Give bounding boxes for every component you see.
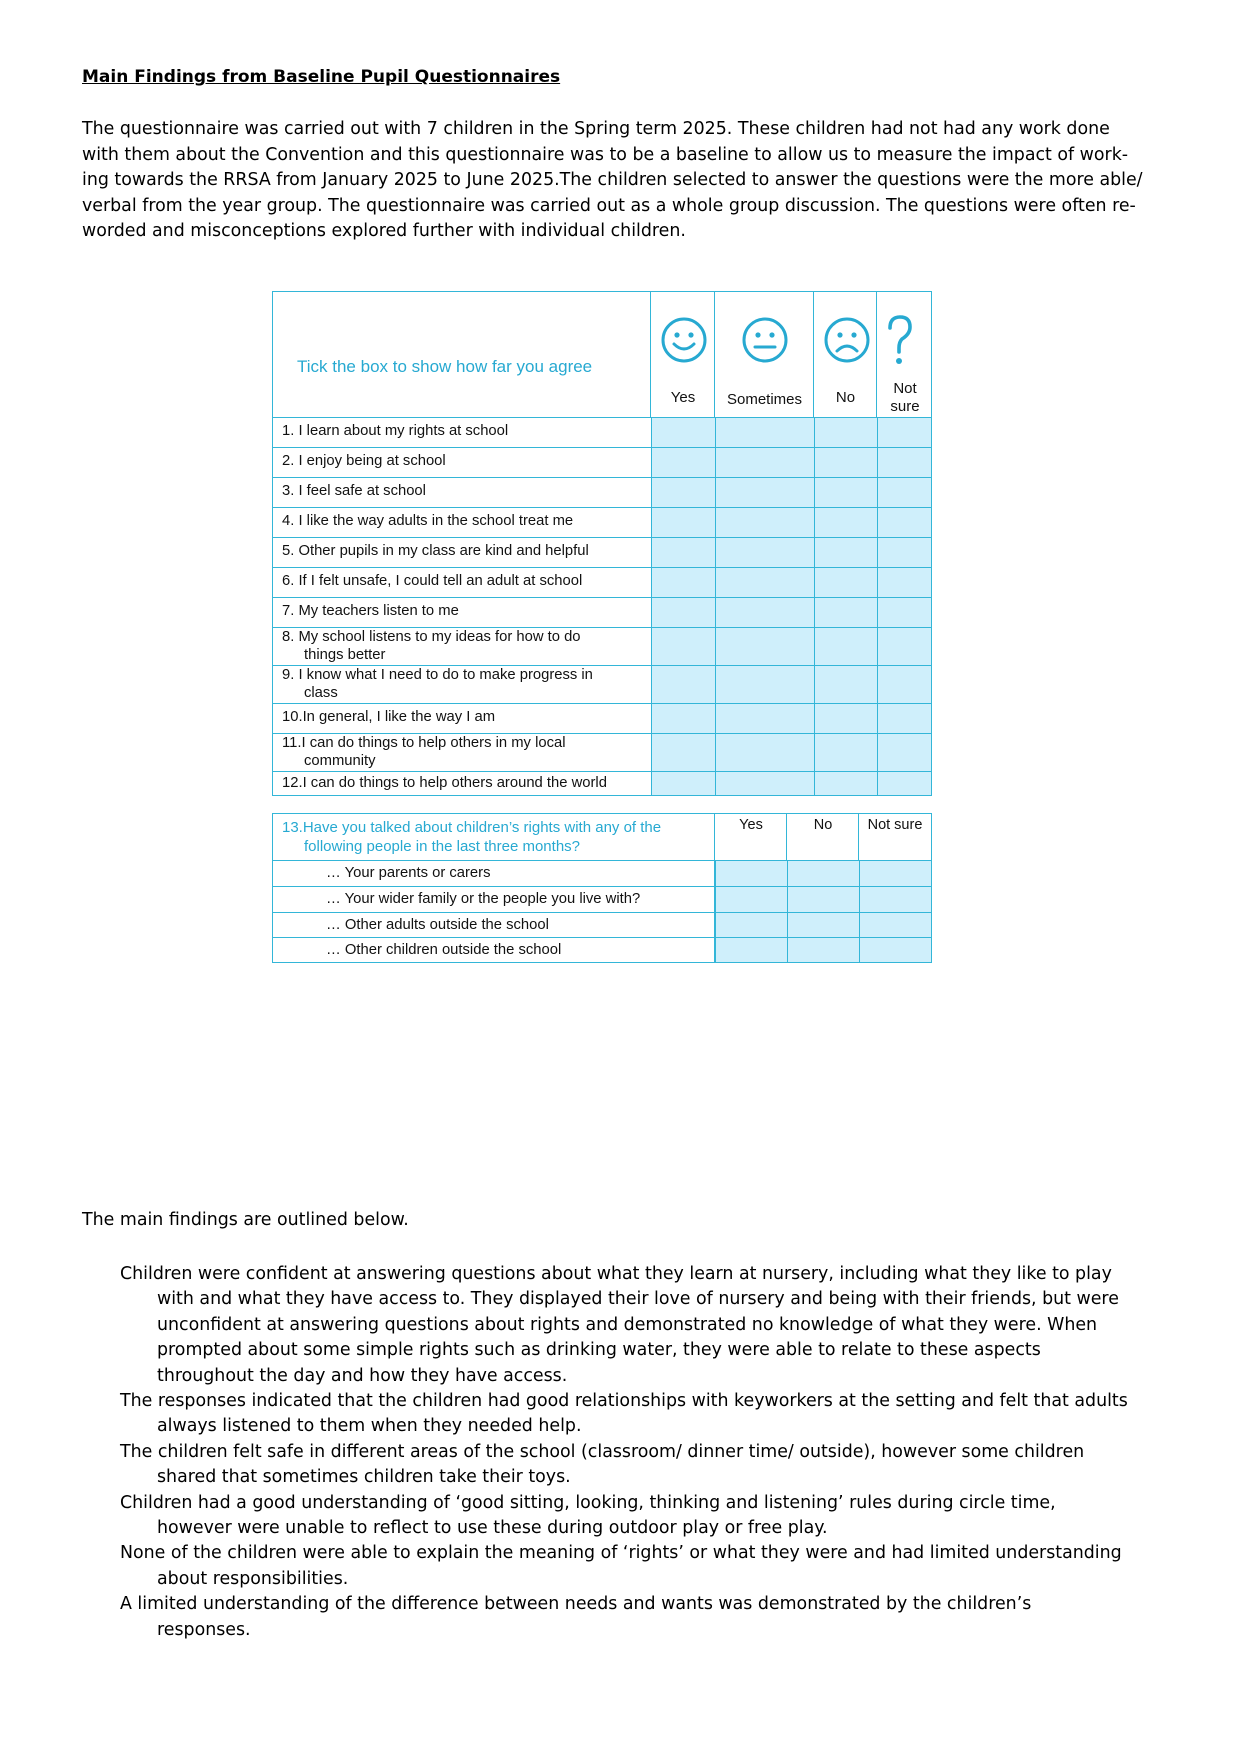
table-row bbox=[273, 507, 931, 537]
question-9-continued: class bbox=[304, 685, 338, 701]
q13-row-other-children: … Other children outside the school bbox=[326, 942, 562, 958]
table-row bbox=[273, 447, 931, 477]
finding-item: Children were confident at answering questions about what they learn at nursery, including what they like to play with and what they have access to. They displayed their love of nursery and being with their friends, but were unconfident at answering questions about rights and demonstrated no knowledge of what they were. When prompted about some simple rights such as drinking water, they were able to relate to these aspects throughout the day and how they have access. bbox=[120, 1264, 1119, 1386]
table-row bbox=[273, 771, 931, 796]
question-6: 6. If I felt unsafe, I could tell an adult at school bbox=[282, 573, 583, 589]
question-4: 4. I like the way adults in the school treat me bbox=[282, 513, 574, 529]
finding-item: Children had a good understanding of ‘good sitting, looking, thinking and listening’ rules during circle time, however were unable to reflect to use these during outdoor play or free play. bbox=[120, 1492, 1056, 1539]
table-row bbox=[273, 937, 931, 962]
q13-row-other-adults: … Other adults outside the school bbox=[326, 917, 549, 933]
question-12: 12.I can do things to help others around the world bbox=[282, 775, 607, 791]
q13-row-parents: … Your parents or carers bbox=[326, 865, 491, 881]
findings-intro: The main findings are outlined below. bbox=[82, 1210, 409, 1230]
header-no: No bbox=[835, 389, 856, 406]
q13-header-yes: Yes bbox=[739, 817, 763, 833]
question-13-line2: following people in the last three months? bbox=[304, 837, 581, 855]
table-row bbox=[273, 477, 931, 507]
header-not-sure-line2: sure bbox=[890, 398, 920, 415]
table-row bbox=[273, 417, 931, 447]
intro-line: ing towards the RRSA from January 2025 to June 2025.The children selected to answer the questions were the more able/ bbox=[82, 170, 1143, 191]
question-11-continued: community bbox=[304, 753, 376, 769]
intro-line: verbal from the year group. The questionnaire was carried out as a whole group discussion. The questions were often re- bbox=[82, 195, 1136, 216]
table-row bbox=[273, 537, 931, 567]
question-7: 7. My teachers listen to me bbox=[282, 603, 459, 619]
question-10: 10.In general, I like the way I am bbox=[282, 709, 496, 725]
q13-header-no: No bbox=[813, 817, 833, 833]
question-mark-icon bbox=[885, 314, 915, 368]
question-5: 5. Other pupils in my class are kind and helpful bbox=[282, 543, 589, 559]
finding-item: The responses indicated that the children had good relationships with keyworkers at the setting and felt that adults always listened to them when they needed help. bbox=[120, 1391, 1128, 1437]
intro-line: worded and misconceptions explored further with individual children. bbox=[82, 221, 686, 242]
neutral-face-icon bbox=[741, 316, 789, 364]
header-yes: Yes bbox=[670, 389, 696, 406]
header-not-sure-line1: Not bbox=[893, 380, 917, 397]
page-heading: Main Findings from Baseline Pupil Questionnaires bbox=[82, 67, 561, 87]
header-sometimes: Sometimes bbox=[726, 391, 803, 408]
q13-header-not-sure: Not sure bbox=[867, 817, 923, 833]
header-not-sure bbox=[877, 380, 933, 416]
table-row bbox=[273, 597, 931, 627]
question-11: 11.I can do things to help others in my local bbox=[282, 735, 566, 751]
finding-item: None of the children were able to explain the meaning of ‘rights’ or what they were and had limited understanding about responsibilities. bbox=[120, 1543, 1122, 1589]
questionnaire-instruction: Tick the box to show how far you agree bbox=[297, 357, 593, 376]
intro-paragraph bbox=[82, 117, 1143, 245]
table-row bbox=[273, 627, 931, 665]
questionnaire-table bbox=[272, 291, 932, 796]
question-3: 3. I feel safe at school bbox=[282, 483, 426, 499]
findings-list bbox=[120, 1262, 1130, 1643]
table-row bbox=[273, 912, 931, 937]
question-9: 9. I know what I need to do to make progress in bbox=[282, 667, 593, 683]
question-1: 1. I learn about my rights at school bbox=[282, 423, 509, 439]
table-row bbox=[273, 733, 931, 771]
intro-line: with them about the Convention and this questionnaire was to be a baseline to allow us to measure the impact of work- bbox=[82, 144, 1129, 165]
smiley-face-icon bbox=[660, 316, 708, 364]
q13-row-wider-family: … Your wider family or the people you live with? bbox=[326, 891, 641, 907]
sad-face-icon bbox=[823, 316, 871, 364]
table-row bbox=[273, 860, 931, 886]
column-divider bbox=[273, 292, 651, 417]
finding-item: The children felt safe in different areas of the school (classroom/ dinner time/ outside), however some children shared that sometimes children take their toys. bbox=[120, 1441, 1085, 1488]
question-8-continued: things better bbox=[304, 647, 386, 663]
table-row bbox=[273, 567, 931, 597]
question-13-line1: 13.Have you talked about children’s rights with any of the bbox=[282, 819, 662, 836]
finding-item: A limited understanding of the difference between needs and wants was demonstrated by the children’s responses. bbox=[120, 1594, 1032, 1640]
question-8: 8. My school listens to my ideas for how to do bbox=[282, 629, 581, 645]
question-2: 2. I enjoy being at school bbox=[282, 453, 446, 469]
question-13-table bbox=[272, 813, 932, 963]
table-row bbox=[273, 703, 931, 733]
table-row bbox=[273, 886, 931, 912]
table-row bbox=[273, 665, 931, 703]
intro-line: The questionnaire was carried out with 7 children in the Spring term 2025. These children had not had any work done bbox=[82, 119, 1110, 139]
